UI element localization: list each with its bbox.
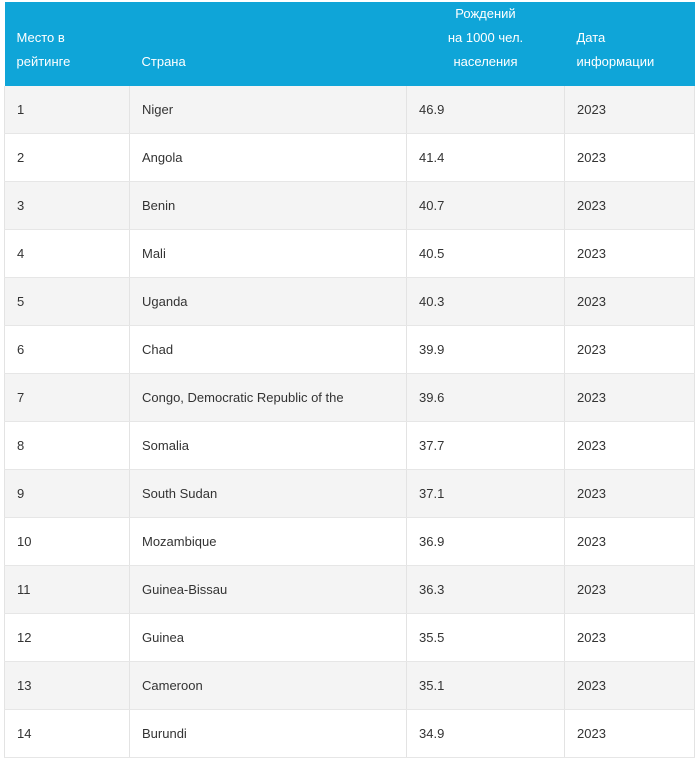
birth-rate-cell: 36.9 bbox=[407, 518, 565, 566]
table-row bbox=[5, 230, 695, 278]
country-cell: Mali bbox=[130, 230, 407, 278]
table-row bbox=[5, 278, 695, 326]
birth-rate-cell: 39.6 bbox=[407, 374, 565, 422]
birth-rate-table-container bbox=[4, 2, 694, 758]
column-header-births-label bbox=[419, 2, 553, 86]
birth-rate-cell: 35.5 bbox=[407, 614, 565, 662]
table-body bbox=[5, 86, 695, 758]
column-header-date-label: Дата информации bbox=[576, 30, 655, 69]
rank-cell: 4 bbox=[5, 230, 130, 278]
country-cell: Benin bbox=[130, 182, 407, 230]
country-cell: Mozambique bbox=[130, 518, 407, 566]
birth-rate-cell: 37.1 bbox=[407, 470, 565, 518]
birth-rate-cell: 40.7 bbox=[407, 182, 565, 230]
country-cell: Guinea-Bissau bbox=[130, 566, 407, 614]
country-cell: South Sudan bbox=[130, 470, 407, 518]
rank-cell: 12 bbox=[5, 614, 130, 662]
date-cell: 2023 bbox=[565, 662, 695, 710]
birth-rate-cell: 37.7 bbox=[407, 422, 565, 470]
date-cell: 2023 bbox=[565, 134, 695, 182]
column-header-births-line2: на 1000 чел. населения bbox=[447, 30, 524, 69]
date-cell: 2023 bbox=[565, 86, 695, 134]
birth-rate-table bbox=[4, 2, 695, 758]
rank-cell: 6 bbox=[5, 326, 130, 374]
date-cell: 2023 bbox=[565, 710, 695, 758]
birth-rate-cell: 41.4 bbox=[407, 134, 565, 182]
table-row bbox=[5, 470, 695, 518]
date-cell: 2023 bbox=[565, 422, 695, 470]
country-cell: Burundi bbox=[130, 710, 407, 758]
country-cell: Uganda bbox=[130, 278, 407, 326]
column-header-births[interactable] bbox=[407, 2, 565, 86]
rank-cell: 2 bbox=[5, 134, 130, 182]
table-row bbox=[5, 182, 695, 230]
table-row bbox=[5, 374, 695, 422]
rank-cell: 13 bbox=[5, 662, 130, 710]
column-header-births-line1: Рождений bbox=[455, 6, 516, 21]
rank-cell: 5 bbox=[5, 278, 130, 326]
rank-cell: 11 bbox=[5, 566, 130, 614]
birth-rate-cell: 34.9 bbox=[407, 710, 565, 758]
birth-rate-cell: 40.5 bbox=[407, 230, 565, 278]
country-cell: Niger bbox=[130, 86, 407, 134]
date-cell: 2023 bbox=[565, 326, 695, 374]
date-cell: 2023 bbox=[565, 230, 695, 278]
table-row bbox=[5, 86, 695, 134]
table-row bbox=[5, 710, 695, 758]
birth-rate-cell: 46.9 bbox=[407, 86, 565, 134]
country-cell: Cameroon bbox=[130, 662, 407, 710]
table-row bbox=[5, 134, 695, 182]
table-row bbox=[5, 422, 695, 470]
birth-rate-cell: 39.9 bbox=[407, 326, 565, 374]
rank-cell: 8 bbox=[5, 422, 130, 470]
rank-cell: 3 bbox=[5, 182, 130, 230]
rank-cell: 1 bbox=[5, 86, 130, 134]
country-cell: Angola bbox=[130, 134, 407, 182]
table-row bbox=[5, 518, 695, 566]
column-header-country-label: Страна bbox=[141, 54, 186, 69]
rank-cell: 10 bbox=[5, 518, 130, 566]
date-cell: 2023 bbox=[565, 470, 695, 518]
birth-rate-cell: 36.3 bbox=[407, 566, 565, 614]
table-row bbox=[5, 326, 695, 374]
date-cell: 2023 bbox=[565, 182, 695, 230]
rank-cell: 14 bbox=[5, 710, 130, 758]
column-header-country[interactable] bbox=[130, 2, 407, 86]
country-cell: Somalia bbox=[130, 422, 407, 470]
country-cell: Guinea bbox=[130, 614, 407, 662]
rank-cell: 9 bbox=[5, 470, 130, 518]
table-row bbox=[5, 614, 695, 662]
date-cell: 2023 bbox=[565, 278, 695, 326]
table-header bbox=[5, 2, 695, 86]
rank-cell: 7 bbox=[5, 374, 130, 422]
date-cell: 2023 bbox=[565, 614, 695, 662]
table-row bbox=[5, 566, 695, 614]
date-cell: 2023 bbox=[565, 518, 695, 566]
date-cell: 2023 bbox=[565, 374, 695, 422]
column-header-rank[interactable] bbox=[5, 2, 130, 86]
country-cell: Chad bbox=[130, 326, 407, 374]
birth-rate-cell: 40.3 bbox=[407, 278, 565, 326]
date-cell: 2023 bbox=[565, 566, 695, 614]
table-row bbox=[5, 662, 695, 710]
birth-rate-cell: 35.1 bbox=[407, 662, 565, 710]
column-header-rank-label: Место в рейтинге bbox=[16, 30, 71, 69]
column-header-date[interactable] bbox=[565, 2, 695, 86]
header-row bbox=[5, 2, 695, 86]
country-cell: Congo, Democratic Republic of the bbox=[130, 374, 407, 422]
